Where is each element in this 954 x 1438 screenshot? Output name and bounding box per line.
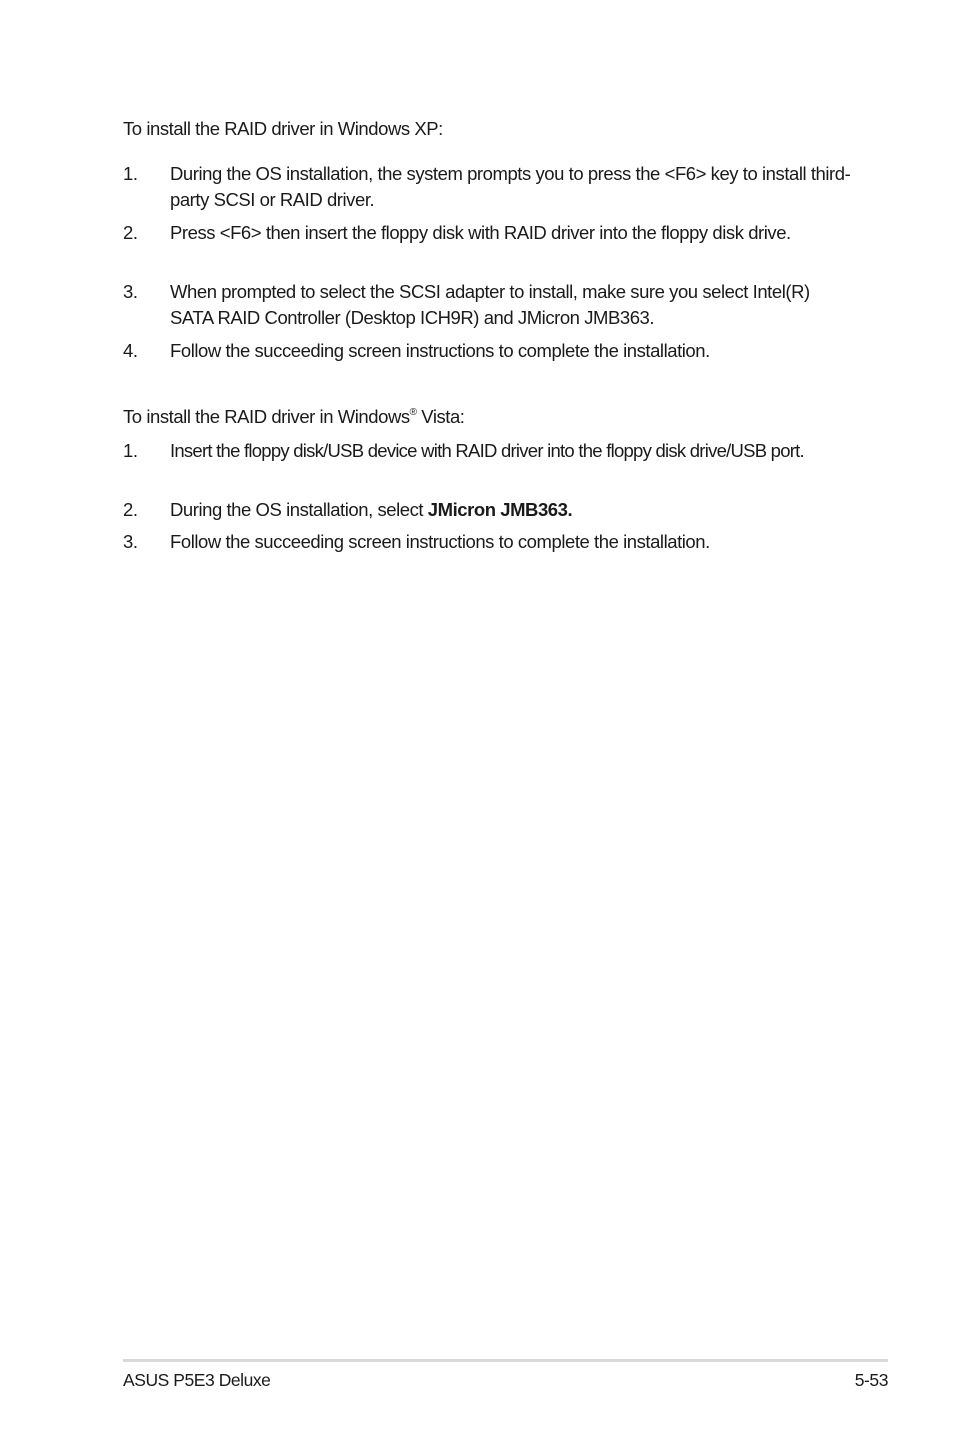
registered-mark: ® [409, 406, 417, 418]
heading-text-suffix: Vista: [416, 406, 465, 427]
section-heading-xp: To install the RAID driver in Windows XP: [123, 118, 443, 139]
footer-product-name: ASUS P5E3 Deluxe [123, 1370, 271, 1390]
step-number: 3. [123, 281, 138, 302]
step-text: Follow the succeeding screen instructions to complete the installation. [170, 531, 710, 552]
xp-step-3 [123, 279, 853, 331]
xp-step-4 [123, 338, 853, 364]
vista-step-3 [123, 529, 853, 555]
step-number: 1. [123, 440, 138, 461]
step-text-bold: JMicron JMB363. [427, 499, 573, 520]
step-number: 1. [123, 163, 138, 184]
heading-text: To install the RAID driver in Windows [123, 406, 410, 427]
step-number: 2. [123, 222, 138, 243]
step-text: During the OS installation, the system prompts you to press the <F6> key to install third-party SCSI or RAID driver. [170, 163, 851, 210]
footer-divider [123, 1359, 888, 1362]
step-text: Insert the floppy disk/USB device with RAID driver into the floppy disk drive/USB port. [170, 440, 804, 461]
step-text [170, 497, 853, 523]
xp-step-1 [123, 161, 853, 213]
step-text: Press <F6> then insert the floppy disk with RAID driver into the floppy disk drive. [170, 222, 791, 243]
step-number: 2. [123, 499, 138, 520]
xp-step-2 [123, 220, 853, 246]
step-number: 3. [123, 531, 138, 552]
vista-step-2 [123, 497, 853, 523]
step-text: Follow the succeeding screen instructions to complete the installation. [170, 340, 710, 361]
section-heading-vista [123, 404, 465, 430]
step-number: 4. [123, 340, 138, 361]
step-text: When prompted to select the SCSI adapter to install, make sure you select Intel(R) SATA RAID Controller (Desktop ICH9R) and JMicron JMB363. [170, 281, 810, 328]
step-text-prefix: During the OS installation, select [170, 499, 428, 520]
footer-page-number: 5-53 [854, 1370, 888, 1390]
vista-step-1 [123, 438, 853, 464]
